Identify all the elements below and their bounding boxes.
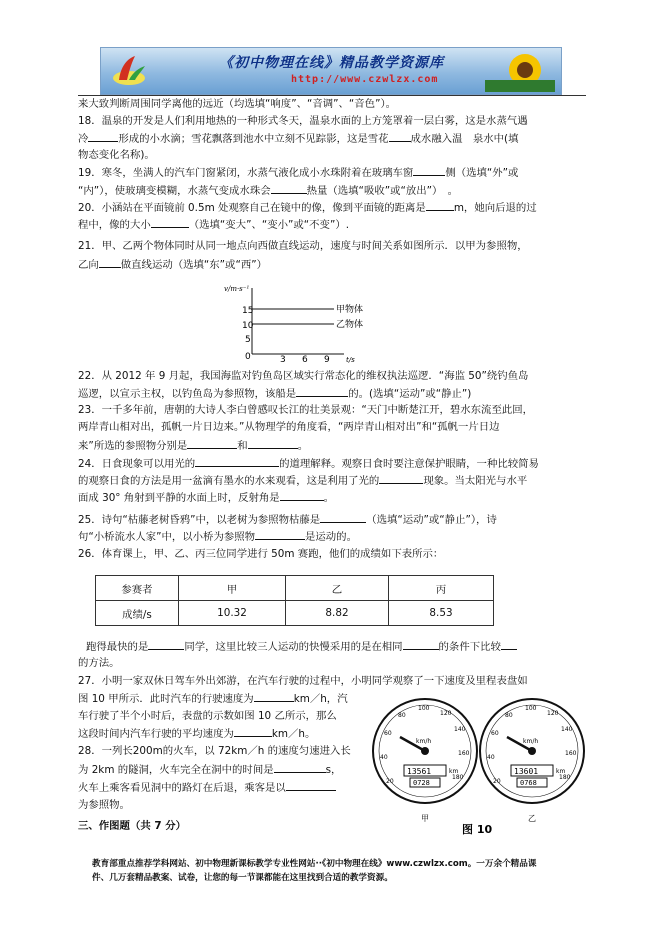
q27-line: 车行驶了半个小时后，表盘的示数如图 10 乙所示，那么: [78, 710, 337, 722]
dial-tick-label: 20: [493, 778, 501, 785]
footer-line: 件、几万套精品教案、试卷，让您的每一节课都能在这里找到合适的教学资源。: [92, 873, 393, 883]
table-header-cell: 甲: [179, 576, 286, 601]
dial-tick-label: 40: [487, 754, 495, 761]
q23-line: 两岸青山相对出，孤帆一片日边来。”从物理学的角度看，“两岸青山相对出”和“孤帆一片日边: [78, 421, 500, 433]
q18-line: 物态变化名称)。: [78, 149, 155, 161]
dial-tick-label: 60: [384, 730, 392, 737]
x-tick: 9: [324, 355, 330, 364]
banner-title: 《初中物理在线》精品教学资源库: [219, 55, 444, 71]
dial-tick-label: 100: [418, 705, 430, 712]
table-cell: 8.53: [389, 601, 494, 626]
q27-line: 图 10 甲所示．此时汽车的行驶速度为 km／h，汽: [78, 690, 588, 708]
dial-tick-label: 160: [458, 750, 470, 757]
q24-line: 面成 30° 角射到平静的水面上时，反射角是 。: [78, 489, 588, 507]
q28-line: 为 2km 的隧洞，火车完全在洞中的时间是 s，: [78, 761, 588, 779]
table-header-row: [96, 576, 494, 601]
dial-tick-label: 80: [398, 712, 406, 719]
answer-blank[interactable]: [195, 455, 279, 467]
q26-line: 跑得最快的是 同学，这里比较三人运动的快慢采用的是在相同 的条件下比较: [86, 638, 596, 656]
section-heading: 三、作图题（共 7 分）: [78, 820, 186, 832]
answer-blank[interactable]: [151, 216, 189, 228]
answer-blank[interactable]: [501, 638, 517, 650]
q18-line: 18．温泉的开发是人们利用地热的一种形式冬天，温泉水面的上方笼罩着一层白雾，这是水蒸气遇: [78, 115, 528, 127]
q21-line: 21．甲、乙两个物体同时从同一地点向西做直线运动，速度与时间关系如图所示．以甲为参照物，: [78, 240, 528, 252]
answer-blank[interactable]: [148, 638, 184, 650]
table-cell: 8.82: [286, 601, 389, 626]
answer-blank[interactable]: [403, 638, 439, 650]
figure-10-speedometers: [370, 693, 592, 838]
table-cell: 10.32: [179, 601, 286, 626]
q25-line: 句“小桥流水人家”中，以小桥为参照物 是运动的。: [78, 528, 588, 546]
q20-line: 程中，像的大小 （选填“变大”、“变小”或“不变”）.: [78, 216, 588, 234]
y-tick: 15: [242, 306, 254, 316]
answer-blank[interactable]: [234, 725, 272, 737]
header-banner: [100, 47, 562, 95]
odometer-unit: km: [449, 768, 459, 775]
site-logo-icon: [109, 54, 149, 88]
dial-unit: km/h: [416, 738, 432, 745]
graph-xlabel: t/s: [346, 356, 355, 364]
q22-line: 22．从 2012 年 9 月起，我国海监对钓鱼岛区域实行常态化的维权执法巡逻．“海监 50”绕钓鱼岛: [78, 370, 529, 382]
dial-label: 甲: [421, 814, 429, 823]
answer-blank[interactable]: [286, 779, 336, 791]
table-header-cell: 参赛者: [96, 576, 179, 601]
dial-tick-label: 120: [440, 710, 452, 717]
q26-line: 的方法。: [78, 657, 120, 669]
q27-line: 27．小明一家双休日驾车外出郊游，在汽车行驶的过程中，小明同学观察了一下速度及里程表盘如: [78, 675, 528, 687]
dial-tick-label: 20: [386, 778, 394, 785]
q28-line: 为参照物。: [78, 799, 130, 811]
answer-blank[interactable]: [187, 437, 237, 449]
dial-unit: km/h: [523, 738, 539, 745]
answer-blank[interactable]: [389, 130, 411, 142]
answer-blank[interactable]: [248, 437, 298, 449]
table-row: [96, 601, 494, 626]
q27-line: 这段时间内汽车行驶的平均速度为 km／h。: [78, 725, 588, 743]
dial-tick-label: 160: [565, 750, 577, 757]
answer-blank[interactable]: [296, 385, 348, 397]
answer-blank[interactable]: [88, 130, 118, 142]
series-label: 乙物体: [336, 320, 364, 330]
trip-reading: 0728: [413, 779, 430, 787]
q28-line: 火车上乘客看见洞中的路灯在后退，乘客是以: [78, 779, 588, 797]
q23-line: 23．一千多年前，唐朝的大诗人李白曾感叹长江的壮美景观：“天门中断楚江开，碧水东流至此回，: [78, 404, 534, 416]
table-header-cell: 丙: [389, 576, 494, 601]
answer-blank[interactable]: [255, 528, 305, 540]
answer-blank[interactable]: [320, 511, 366, 523]
table-cell: 成绩/s: [96, 601, 179, 626]
sunflower-icon: [485, 50, 555, 92]
dial-tick-label: 80: [505, 712, 513, 719]
dial-tick-label: 140: [454, 726, 466, 733]
odometer-reading: 13601: [514, 767, 539, 776]
y-tick: 5: [245, 335, 251, 345]
q20-line: 20．小涵站在平面镜前 0.5m 处观察自己在镜中的像，像到平面镜的距离是 m，她向后退的过: [78, 199, 588, 217]
y-tick: 0: [245, 352, 251, 362]
q25-line: 25．诗句“枯藤老树昏鸦”中，以老树为参照物枯藤是 （选填“运动”或“静止”），诗: [78, 511, 588, 529]
q26-line: 26．体育课上，甲、乙、丙三位同学进行 50m 赛跑，他们的成绩如下表所示：: [78, 548, 444, 560]
dial-tick-label: 40: [380, 754, 388, 761]
x-tick: 3: [280, 355, 286, 364]
velocity-time-graph: [222, 282, 382, 364]
answer-blank[interactable]: [271, 182, 307, 194]
figure-caption: 图 10: [462, 823, 493, 836]
y-tick: 10: [242, 321, 254, 331]
speedometer-jia: [373, 699, 477, 823]
dial-tick-label: 140: [561, 726, 573, 733]
dial-tick-label: 180: [559, 774, 571, 781]
answer-blank[interactable]: [413, 164, 445, 176]
dial-label: 乙: [528, 814, 536, 823]
odometer-reading: 13561: [407, 767, 432, 776]
dial-tick-label: 100: [525, 705, 537, 712]
q21-line: 乙向 做直线运动（选填“东”或“西”）: [78, 256, 588, 274]
footer-line: 教育部重点推荐学科网站、初中物理新课标教学专业性网站··《初中物理在线》www.czwlzx.com。一万余个精品课: [92, 859, 537, 869]
speedometer-yi: [480, 699, 584, 823]
answer-blank[interactable]: [426, 199, 454, 211]
answer-blank[interactable]: [254, 690, 294, 702]
banner-url[interactable]: http://www.czwlzx.com: [291, 74, 439, 85]
q23-line: 来”所选的参照物分别是 和 。: [78, 437, 588, 455]
table-header-cell: 乙: [286, 576, 389, 601]
q19-line: 19．寒冬，坐满人的汽车门窗紧闭，水蒸气液化成小水珠附着在玻璃车窗 侧（选填“外”或: [78, 164, 588, 182]
dial-tick-label: 60: [491, 730, 499, 737]
answer-blank[interactable]: [99, 256, 121, 268]
odometer-unit: km: [556, 768, 566, 775]
answer-blank[interactable]: [274, 761, 326, 773]
answer-blank[interactable]: [280, 489, 324, 501]
text-line: 来大致判断周围同学离他的远近（均选填“响度”、“音调”、“音色”）。: [78, 98, 397, 110]
x-tick: 6: [302, 355, 308, 364]
graph-ylabel: v/m·s⁻¹: [224, 285, 250, 293]
series-label: 甲物体: [336, 305, 364, 315]
q24-line: 24．日食现象可以用光的 的道理解释。观察日食时要注意保护眼睛，一种比较简易: [78, 455, 588, 473]
q28-line: 28．一列长200m的火车，以 72km／h 的速度匀速进入长: [78, 745, 351, 757]
q22-line: 巡逻，以宣示主权，以钓鱼岛为参照物，该船是 的。(选填“运动”或“静止”): [78, 385, 588, 403]
trip-reading: 0768: [520, 779, 537, 787]
race-results-table: [95, 575, 494, 626]
q18-line: 冷 形成的小水滴；雪花飘落到池水中立刻不见踪影，这是雪花 成水融入温 泉水中(填: [78, 130, 588, 148]
dial-tick-label: 180: [452, 774, 464, 781]
answer-blank[interactable]: [379, 472, 423, 484]
q24-line: 的观察日食的方法是用一盆滴有墨水的水来观看，这是利用了光的 现象。当太阳光与水平: [78, 472, 588, 490]
q19-line: “内”），使玻璃变模糊，水蒸气变成水珠会 热量（选填“吸收”或“放出”） 。: [78, 182, 588, 200]
dial-tick-label: 120: [547, 710, 559, 717]
